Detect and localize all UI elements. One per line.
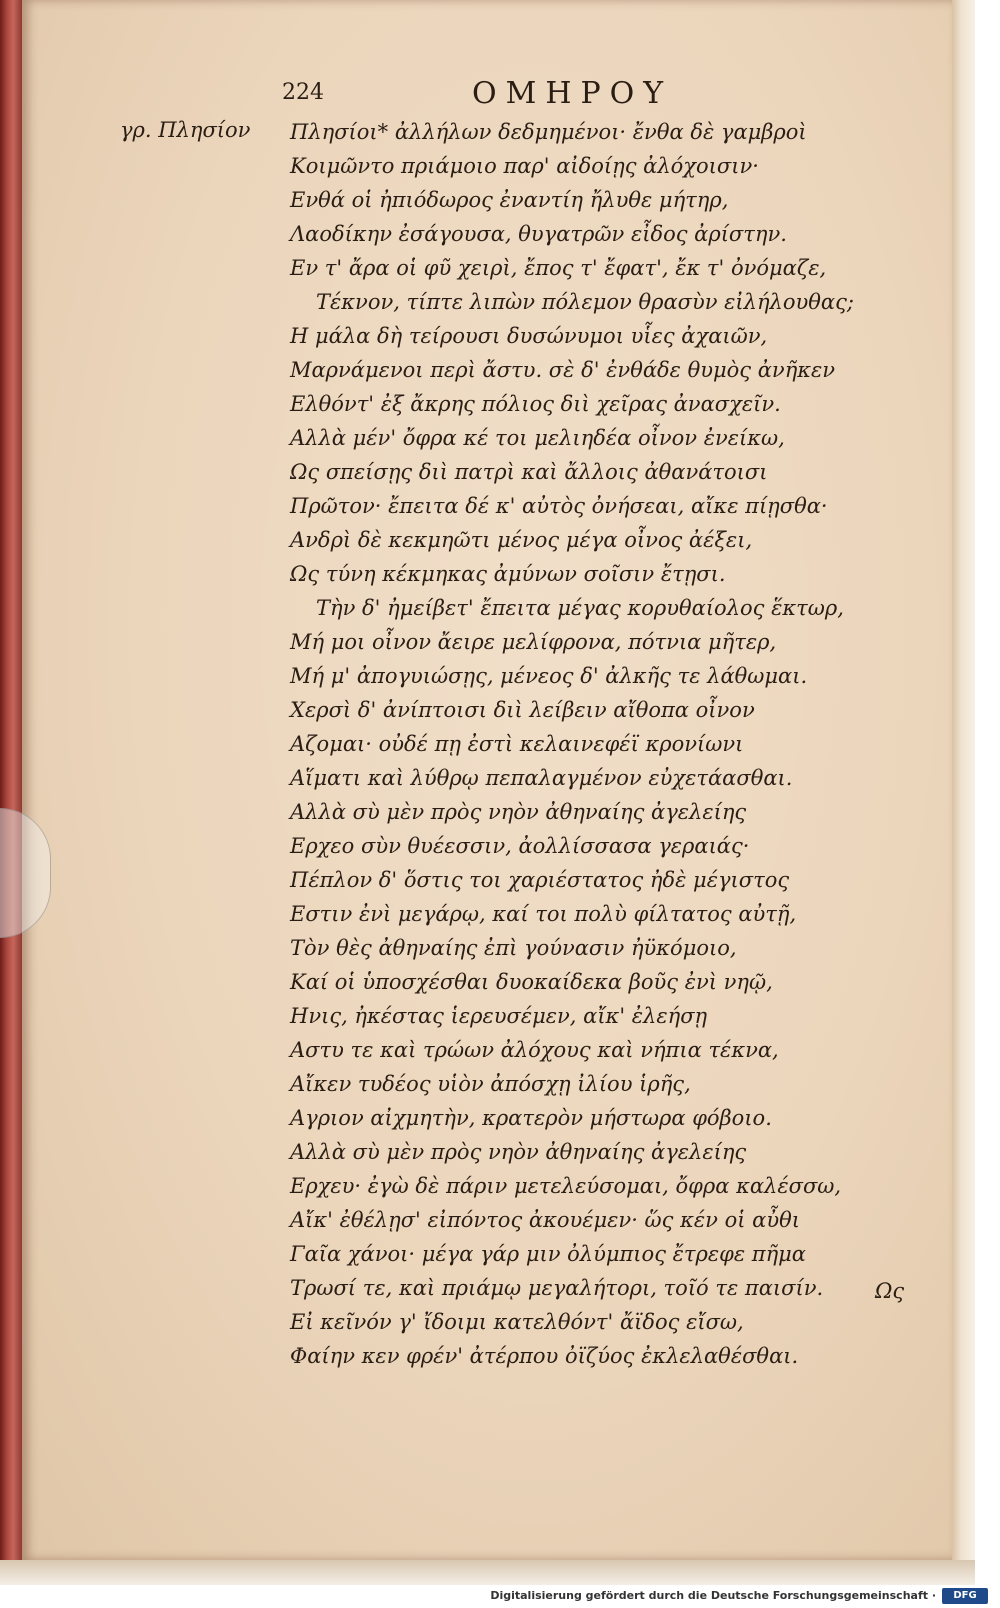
verse-line: Ως τύνη κέκμηκας ἀμύνων σοῖσιν ἔτῃσι.	[290, 562, 726, 586]
verse-line: Πέπλον δ' ὅστις τοι χαριέστατος ἠδὲ μέγιστος	[290, 868, 790, 892]
dfg-logo: DFG	[942, 1588, 988, 1604]
page-bottom-edge	[0, 1560, 975, 1585]
page-number: 224	[282, 80, 324, 105]
footer-credit: Digitalisierung gefördert durch die Deutsche Forschungsgemeinschaft ·	[490, 1589, 936, 1602]
verse-line: Πρῶτον· ἔπειτα δέ κ' αὐτὸς ὀνήσεαι, αἴκε πίῃσθα·	[290, 494, 828, 518]
verse-line: Πλησίοι* ἀλλήλων δεδμημένοι· ἔνθα δὲ γαμβροὶ	[290, 120, 807, 144]
verse-line: Χερσὶ δ' ἀνίπτοισι διὶ λείβειν αἴθοπα οἶνον	[290, 698, 755, 722]
verse-line: Αστυ τε καὶ τρώων ἀλόχους καὶ νήπια τέκνα,	[290, 1038, 779, 1062]
facing-page-edge	[952, 0, 975, 1560]
digitization-footer	[0, 1585, 1000, 1608]
marginal-note: γρ. Πλησίον	[120, 118, 251, 142]
verse-line: Ηνις, ἠκέστας ἱερευσέμεν, αἴκ' ἐλεήσῃ	[290, 1004, 708, 1028]
verse-line: Τὸν θὲς ἀθηναίης ἐπὶ γούνασιν ἠϋκόμοιο,	[290, 936, 737, 960]
verse-line: Αλλὰ σὺ μὲν πρὸς νηὸν ἀθηναίης ἀγελείης	[290, 1140, 747, 1164]
verse-line: Ερχευ· ἐγὼ δὲ πάριν μετελεύσομαι, ὄφρα καλέσσω,	[290, 1174, 842, 1198]
verse-line: Εν τ' ἄρα οἱ φῦ χειρὶ, ἔπος τ' ἔφατ', ἔκ τ' ὀνόμαζε,	[290, 256, 827, 280]
verse-text	[290, 115, 880, 1373]
verse-line: Μή μ' ἀπογυιώσῃς, μένεος δ' ἀλκῆς τε λάθωμαι.	[290, 664, 808, 688]
verse-line: Ως σπείσῃς διὶ πατρὶ καὶ ἄλλοις ἀθανάτοισι	[290, 460, 768, 484]
verse-line: Κοιμῶντο πριάμοιο παρ' αἰδοίῃς ἀλόχοισιν·	[290, 154, 759, 178]
verse-line: Αλλὰ μέν' ὄφρα κέ τοι μελιηδέα οἶνον ἐνείκω,	[290, 426, 785, 450]
verse-line: Η μάλα δὴ τείρουσι δυσώνυμοι υἷες ἀχαιῶν,	[290, 324, 768, 348]
verse-line: Τὴν δ' ἠμείβετ' ἔπειτα μέγας κορυθαίολος ἕκτωρ,	[316, 596, 844, 620]
verse-line: Αζομαι· οὐδέ πῃ ἐστὶ κελαινεφέϊ κρονίωνι	[290, 732, 744, 756]
verse-line: Αἴκεν τυδέος υἱὸν ἀπόσχῃ ἰλίου ἱρῆς,	[290, 1072, 691, 1096]
verse-line: Λαοδίκην ἐσάγουσα, θυγατρῶν εἶδος ἀρίστην.	[290, 222, 787, 246]
verse-line: Αἵματι καὶ λύθρῳ πεπαλαγμένον εὐχετάασθαι.	[290, 766, 793, 790]
verse-line: Τέκνον, τίπτε λιπὼν πόλεμον θρασὺν εἰλήλουθας;	[316, 290, 854, 314]
verse-line: Τρωσί τε, καὶ πριάμῳ μεγαλήτορι, τοῖό τε παισίν.	[290, 1276, 824, 1300]
verse-line: Γαῖα χάνοι· μέγα γάρ μιν ὀλύμπιος ἔτρεφε πῆμα	[290, 1242, 806, 1266]
verse-line: Ερχεο σὺν θυέεσσιν, ἀολλίσσασα γεραιάς·	[290, 834, 750, 858]
verse-line: Ανδρὶ δὲ κεκμηῶτι μένος μέγα οἶνος ἀέξει,	[290, 528, 753, 552]
verse-line: Μή μοι οἶνον ἄειρε μελίφρονα, πότνια μῆτερ,	[290, 630, 777, 654]
verse-line: Ενθά οἱ ἠπιόδωρος ἐναντίη ἤλυθε μήτηρ,	[290, 188, 729, 212]
verse-line: Εστιν ἐνὶ μεγάρῳ, καί τοι πολὺ φίλτατος αὐτῇ,	[290, 902, 797, 926]
catchword: Ως	[875, 1279, 905, 1303]
verse-line: Μαρνάμενοι περὶ ἄστυ. σὲ δ' ἐνθάδε θυμὸς ἀνῆκεν	[290, 358, 836, 382]
verse-line: Καί οἱ ὑποσχέσθαι δυοκαίδεκα βοῦς ἐνὶ νηῷ,	[290, 970, 773, 994]
verse-line: Αλλὰ σὺ μὲν πρὸς νηὸν ἀθηναίης ἀγελείης	[290, 800, 747, 824]
verse-line: Φαίην κεν φρέν' ἀτέρπου ὀϊζύος ἐκλελαθέσθαι.	[290, 1344, 799, 1368]
verse-line: Αγριον αἰχμητὴν, κρατερὸν μήστωρα φόβοιο.	[290, 1106, 772, 1130]
verse-line: Εἰ κεῖνόν γ' ἴδοιμι κατελθόντ' ἄϊδος εἴσω,	[290, 1310, 744, 1334]
book-edge	[0, 0, 22, 1585]
running-title: ΟΜΗΡΟΥ	[472, 76, 673, 111]
verse-line: Ελθόντ' ἐξ ἄκρης πόλιος διὶ χεῖρας ἀνασχεῖν.	[290, 392, 781, 416]
page-header	[282, 76, 842, 116]
verse-line: Αἴκ' ἐθέλῃσ' εἰπόντος ἀκουέμεν· ὥς κέν οἱ αὖθι	[290, 1208, 800, 1232]
